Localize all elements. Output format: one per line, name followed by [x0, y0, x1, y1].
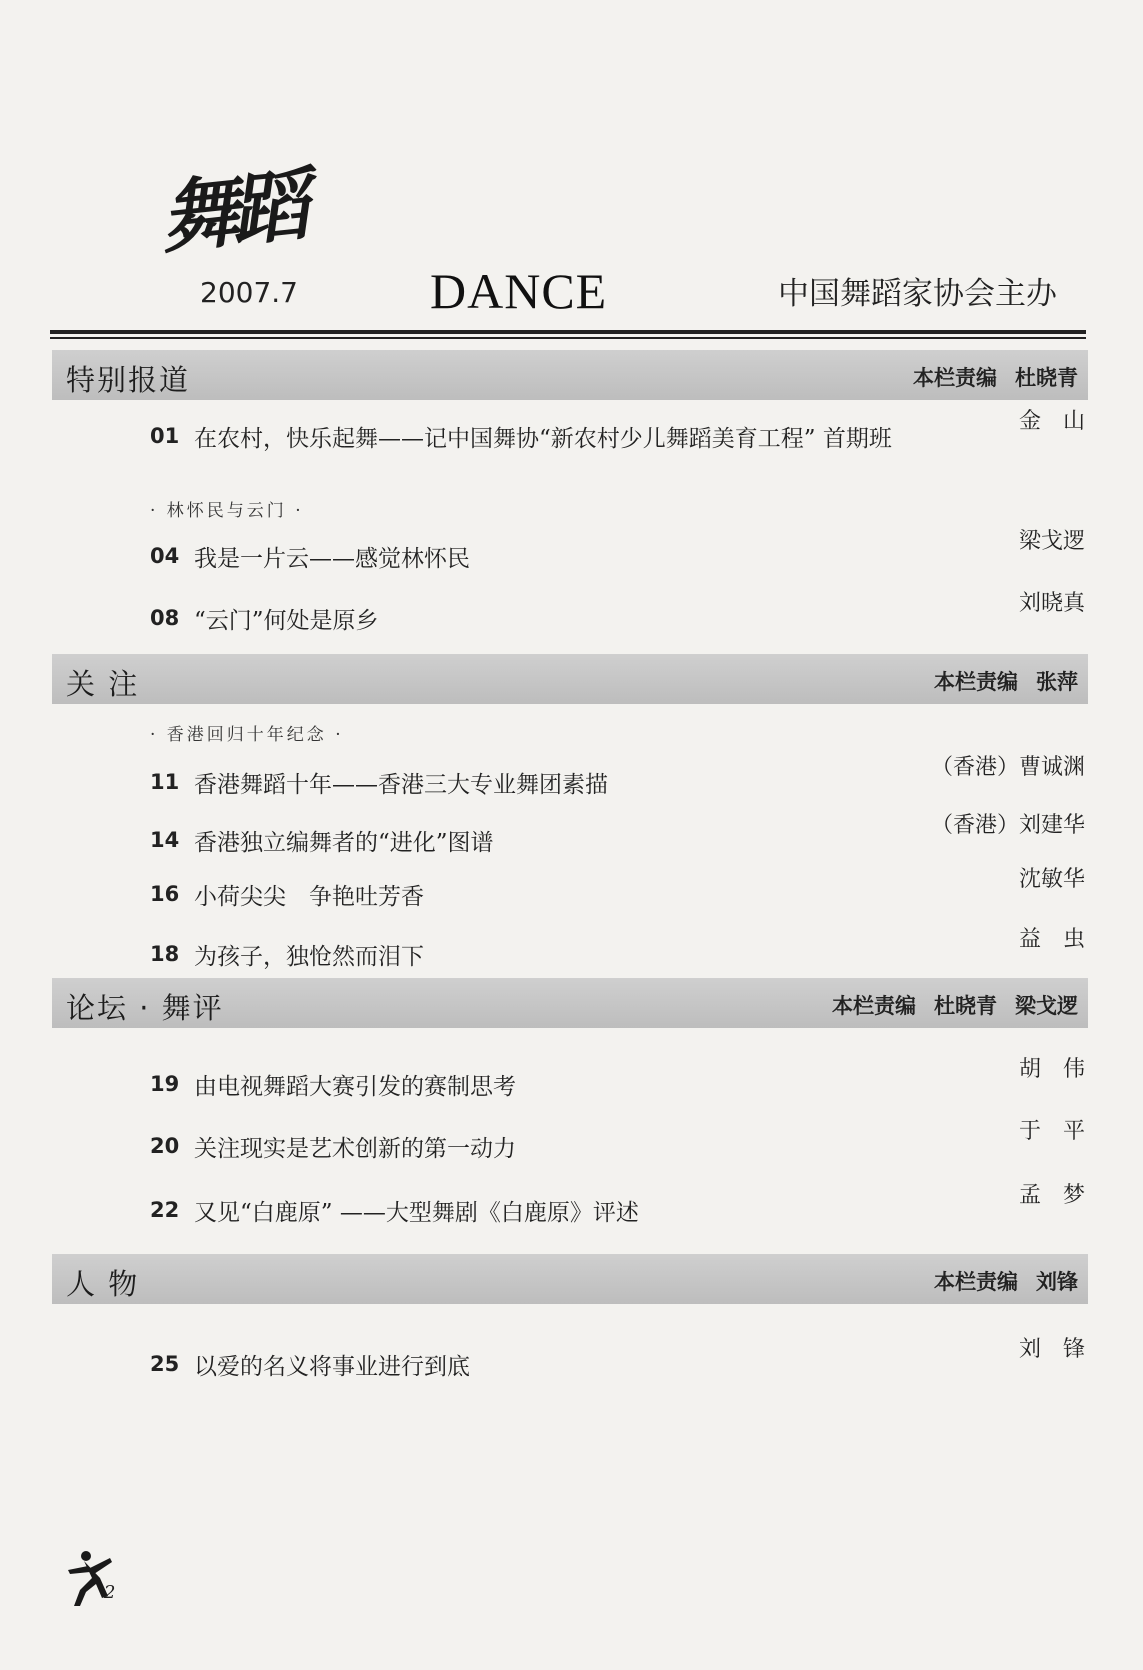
section-bar-focus — [52, 654, 1088, 704]
page-number: 22 — [150, 1198, 180, 1222]
article-author: （香港）刘建华 — [930, 813, 1085, 838]
article-author: （香港）曹诚渊 — [930, 755, 1085, 780]
subhead: · 林怀民与云门 · — [150, 501, 304, 521]
article-author: 于 平 — [1018, 1119, 1085, 1144]
article-author: 沈敏华 — [1018, 867, 1085, 892]
article-title: 为孩子，独怆然而泪下 — [194, 944, 424, 970]
header-rule-thin — [50, 337, 1086, 339]
page-number: 25 — [150, 1352, 180, 1376]
article-title: 以爱的名义将事业进行到底 — [194, 1354, 470, 1380]
section-bar-forum — [52, 978, 1088, 1028]
article-title: “云门”何处是原乡 — [194, 608, 379, 634]
article-author: 刘晓真 — [1018, 591, 1085, 616]
toc-entry[interactable] — [150, 1119, 1085, 1166]
article-title: 我是一片云——感觉林怀民 — [194, 546, 470, 572]
page-number: 20 — [150, 1134, 180, 1158]
article-author: 孟 梦 — [1018, 1183, 1085, 1208]
toc-entry[interactable] — [150, 755, 1085, 802]
article-title: 又见“白鹿原” ——大型舞剧《白鹿原》评述 — [194, 1200, 639, 1226]
magazine-logo: 舞蹈 — [156, 159, 306, 266]
editor-name: 杜晓青 — [1015, 366, 1078, 390]
toc-entry[interactable] — [150, 409, 1085, 456]
page-number: 01 — [150, 424, 180, 448]
editor-name: 梁戈逻 — [1015, 994, 1078, 1018]
article-title: 关注现实是艺术创新的第一动力 — [194, 1136, 516, 1162]
section-bar-special-report — [52, 350, 1088, 400]
article-title: 香港舞蹈十年——香港三大专业舞团素描 — [194, 772, 608, 798]
section-editor — [934, 666, 1078, 696]
page-number: 19 — [150, 1072, 180, 1096]
editor-name: 杜晓青 — [934, 994, 997, 1018]
page-number: 04 — [150, 544, 180, 568]
section-bar-people — [52, 1254, 1088, 1304]
page-number: 11 — [150, 770, 180, 794]
page-number: 08 — [150, 606, 180, 630]
toc-entry[interactable] — [150, 867, 1085, 914]
section-editor — [832, 990, 1078, 1020]
editor-label: 本栏责编 — [913, 366, 997, 390]
section-title: 特别报道 — [66, 363, 191, 397]
page-number: 18 — [150, 942, 180, 966]
toc-entry[interactable] — [150, 529, 1085, 576]
section-title: 人 物 — [66, 1267, 140, 1301]
editor-name: 刘锋 — [1036, 1270, 1078, 1294]
sponsor-line: 中国舞蹈家协会主办 — [778, 276, 1057, 312]
section-editor — [934, 1266, 1078, 1296]
folio-page-number: 2 — [104, 1582, 116, 1603]
section-title: 论坛 · 舞评 — [66, 991, 224, 1025]
toc-entry[interactable] — [150, 1183, 1085, 1230]
toc-entry[interactable] — [150, 813, 1085, 860]
page-number: 14 — [150, 828, 180, 852]
article-author: 梁戈逻 — [1018, 529, 1085, 554]
toc-entry[interactable] — [150, 927, 1085, 974]
editor-label: 本栏责编 — [832, 994, 916, 1018]
editor-label: 本栏责编 — [934, 1270, 1018, 1294]
section-editor — [913, 362, 1078, 392]
section-title: 关 注 — [66, 667, 140, 701]
editor-name: 张萍 — [1036, 670, 1078, 694]
article-author: 胡 伟 — [1018, 1057, 1085, 1082]
article-author: 刘 锋 — [1018, 1337, 1085, 1362]
article-title: 香港独立编舞者的“进化”图谱 — [194, 830, 494, 856]
editor-label: 本栏责编 — [934, 670, 1018, 694]
magazine-title-en: DANCE — [430, 263, 608, 319]
header-rule — [50, 330, 1086, 334]
article-title: 小荷尖尖 争艳吐芳香 — [194, 884, 424, 910]
page-number: 16 — [150, 882, 180, 906]
article-author: 益 虫 — [1018, 927, 1085, 952]
toc-entry[interactable] — [150, 591, 1085, 638]
issue-date: 2007.7 — [200, 276, 298, 309]
toc-entry[interactable] — [150, 1057, 1085, 1104]
article-author: 金 山 — [1018, 409, 1085, 434]
toc-entry[interactable] — [150, 1337, 1085, 1384]
subhead: · 香港回归十年纪念 · — [150, 725, 344, 745]
article-title: 在农村，快乐起舞——记中国舞协“新农村少儿舞蹈美育工程” 首期班 — [194, 426, 892, 452]
article-title: 由电视舞蹈大赛引发的赛制思考 — [194, 1074, 516, 1100]
